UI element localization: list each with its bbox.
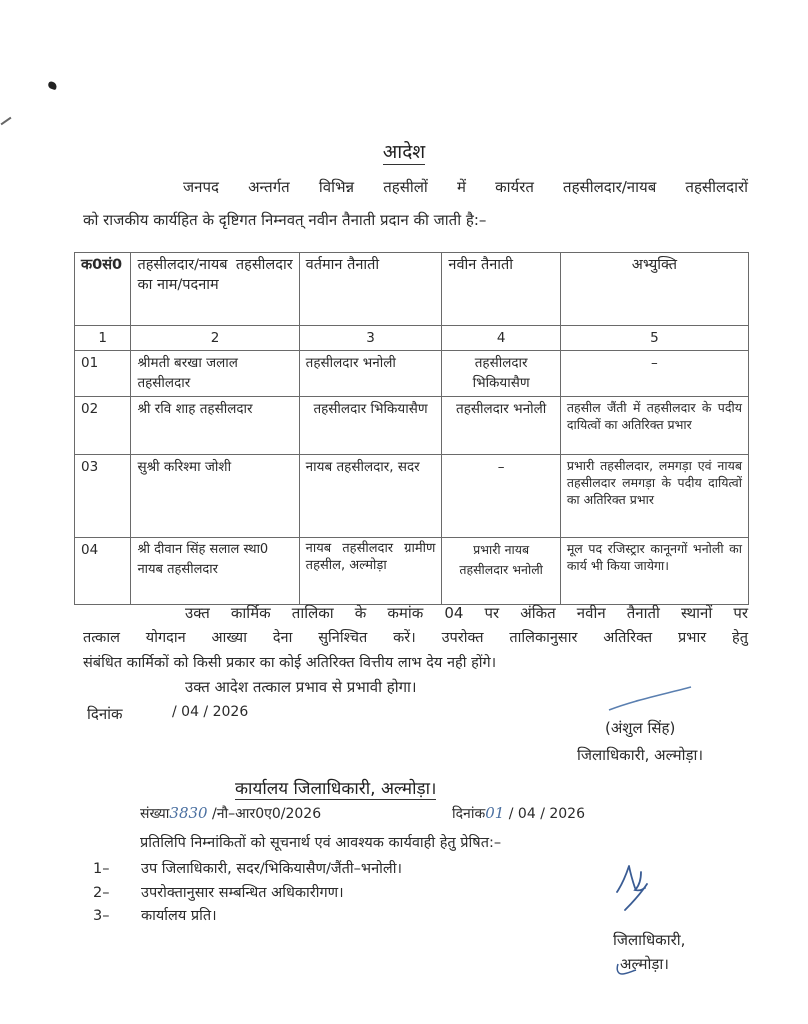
cell-current: तहसीलदार भिकियासैण bbox=[299, 397, 442, 455]
office-heading: कार्यालय जिलाधिकारी, अल्मोड़ा। bbox=[235, 776, 436, 800]
reference-date-handwritten: 01 bbox=[485, 804, 505, 822]
table-row bbox=[75, 538, 749, 605]
reference-number bbox=[140, 804, 321, 823]
header-current: वर्तमान तैनाती bbox=[299, 253, 442, 326]
header-name: तहसीलदार/नायब तहसीलदार का नाम/पदनाम bbox=[131, 253, 299, 326]
body-para1-line3: संबंधित कार्मिकों को किसी प्रकार का कोई अतिरिक्त वित्तीय लाभ देय नही होंगे। bbox=[83, 655, 497, 671]
cell-new: तहसीलदार भिकियासैण bbox=[442, 351, 560, 397]
col-num: 3 bbox=[299, 326, 442, 351]
cell-current: नायब तहसीलदार ग्रामीण तहसील, अल्मोड़ा bbox=[299, 538, 442, 605]
copy-sign-place: अल्मोड़ा। bbox=[620, 955, 669, 973]
scan-mark bbox=[47, 81, 58, 91]
cell-name: सुश्री करिश्मा जोशी bbox=[131, 455, 299, 538]
pen-tick-mark bbox=[614, 962, 638, 978]
recipient-item bbox=[93, 882, 344, 902]
cell-name: श्रीमती बरखा जलाल तहसीलदार bbox=[131, 351, 299, 397]
intro-line-2: को राजकीय कार्यहित के दृष्टिगत निम्नवत् नवीन तैनाती प्रदान की जाती है:– bbox=[83, 211, 487, 229]
table-header-row bbox=[75, 253, 749, 326]
recipient-text: कार्यालय प्रति। bbox=[141, 908, 217, 924]
cell-remarks: मूल पद रजिस्ट्रार कानूनगों भनोली का कार्य भी किया जायेगा। bbox=[560, 538, 748, 605]
signature-initials bbox=[615, 862, 665, 914]
signature-stroke bbox=[605, 684, 695, 714]
header-sno: क0सं0 bbox=[75, 253, 131, 326]
cell-name: श्री दीवान सिंह सलाल स्था0 नायब तहसीलदार bbox=[131, 538, 299, 605]
recipient-number: 1– bbox=[93, 861, 110, 877]
table-row bbox=[75, 351, 749, 397]
cell-new: प्रभारी नायब तहसीलदार भनोली bbox=[442, 538, 560, 605]
reference-date bbox=[452, 804, 585, 823]
cell-new: तहसीलदार भनोली bbox=[442, 397, 560, 455]
recipient-item bbox=[93, 858, 402, 878]
cell-sno: 04 bbox=[75, 538, 131, 605]
col-num: 5 bbox=[560, 326, 748, 351]
intro-line-1: जनपद अन्तर्गत विभिन्न तहसीलों में कार्यरत तहसीलदार/नायब तहसीलदारों bbox=[183, 178, 748, 196]
cell-current: तहसीलदार भनोली bbox=[299, 351, 442, 397]
copy-intro: प्रतिलिपि निम्नांकितों को सूचनार्थ एवं आवश्यक कार्यवाही हेतु प्रेषित:– bbox=[140, 835, 502, 851]
cell-sno: 03 bbox=[75, 455, 131, 538]
body-para1-line2: तत्काल योगदान आख्या देना सुनिश्चित करें। उपरोक्त तालिकानुसार अतिरिक्त प्रभार हेतु bbox=[83, 630, 748, 646]
table-row bbox=[75, 397, 749, 455]
header-new: नवीन तैनाती bbox=[442, 253, 560, 326]
signatory-designation: जिलाधिकारी, अल्मोड़ा। bbox=[577, 746, 704, 764]
header-remarks: अभ्युक्ति bbox=[560, 253, 748, 326]
recipient-text: उप जिलाधिकारी, सदर/भिकियासैण/जैंती–भनोली। bbox=[141, 861, 402, 877]
posting-table bbox=[74, 252, 749, 605]
cell-name: श्री रवि शाह तहसीलदार bbox=[131, 397, 299, 455]
col-num: 2 bbox=[131, 326, 299, 351]
body-para1-line1: उक्त कार्मिक तालिका के कमांक 04 पर अंकित नवीन तैनाती स्थानों पर bbox=[185, 604, 748, 622]
cell-remarks: प्रभारी तहसीलदार, लमगड़ा एवं नायब तहसीलदार लमगड़ा के पदीय दायित्वों का अतिरिक्त प्रभार bbox=[560, 455, 748, 538]
order-date-label: दिनांक bbox=[87, 705, 123, 723]
cell-new: – bbox=[442, 455, 560, 538]
recipient-number: 3– bbox=[93, 908, 110, 924]
scan-mark-line bbox=[1, 117, 12, 126]
cell-remarks: तहसील जैंती में तहसीलदार के पदीय दायित्वों का अतिरिक्त प्रभार bbox=[560, 397, 748, 455]
recipient-item bbox=[93, 905, 217, 925]
order-date-value: / 04 / 2026 bbox=[172, 704, 249, 720]
col-num: 4 bbox=[442, 326, 560, 351]
reference-number-label: संख्या bbox=[140, 806, 170, 822]
cell-current: नायब तहसीलदार, सदर bbox=[299, 455, 442, 538]
order-title: आदेश bbox=[382, 141, 426, 163]
signatory-name: (अंशुल सिंह) bbox=[605, 719, 676, 737]
col-num: 1 bbox=[75, 326, 131, 351]
reference-number-suffix: /नौ–आर0ए0/2026 bbox=[212, 806, 322, 822]
table-row bbox=[75, 455, 749, 538]
reference-date-suffix: / 04 / 2026 bbox=[508, 806, 585, 822]
reference-number-handwritten: 3830 bbox=[169, 804, 208, 822]
recipient-number: 2– bbox=[93, 885, 110, 901]
column-number-row bbox=[75, 326, 749, 351]
recipient-text: उपरोक्तानुसार सम्बन्धित अधिकारीगण। bbox=[141, 885, 344, 901]
copy-sign-designation: जिलाधिकारी, bbox=[613, 931, 686, 949]
body-para2: उक्त आदेश तत्काल प्रभाव से प्रभावी होगा। bbox=[185, 678, 417, 696]
cell-sno: 02 bbox=[75, 397, 131, 455]
reference-date-label: दिनांक bbox=[452, 806, 486, 822]
cell-sno: 01 bbox=[75, 351, 131, 397]
cell-remarks: – bbox=[560, 351, 748, 397]
